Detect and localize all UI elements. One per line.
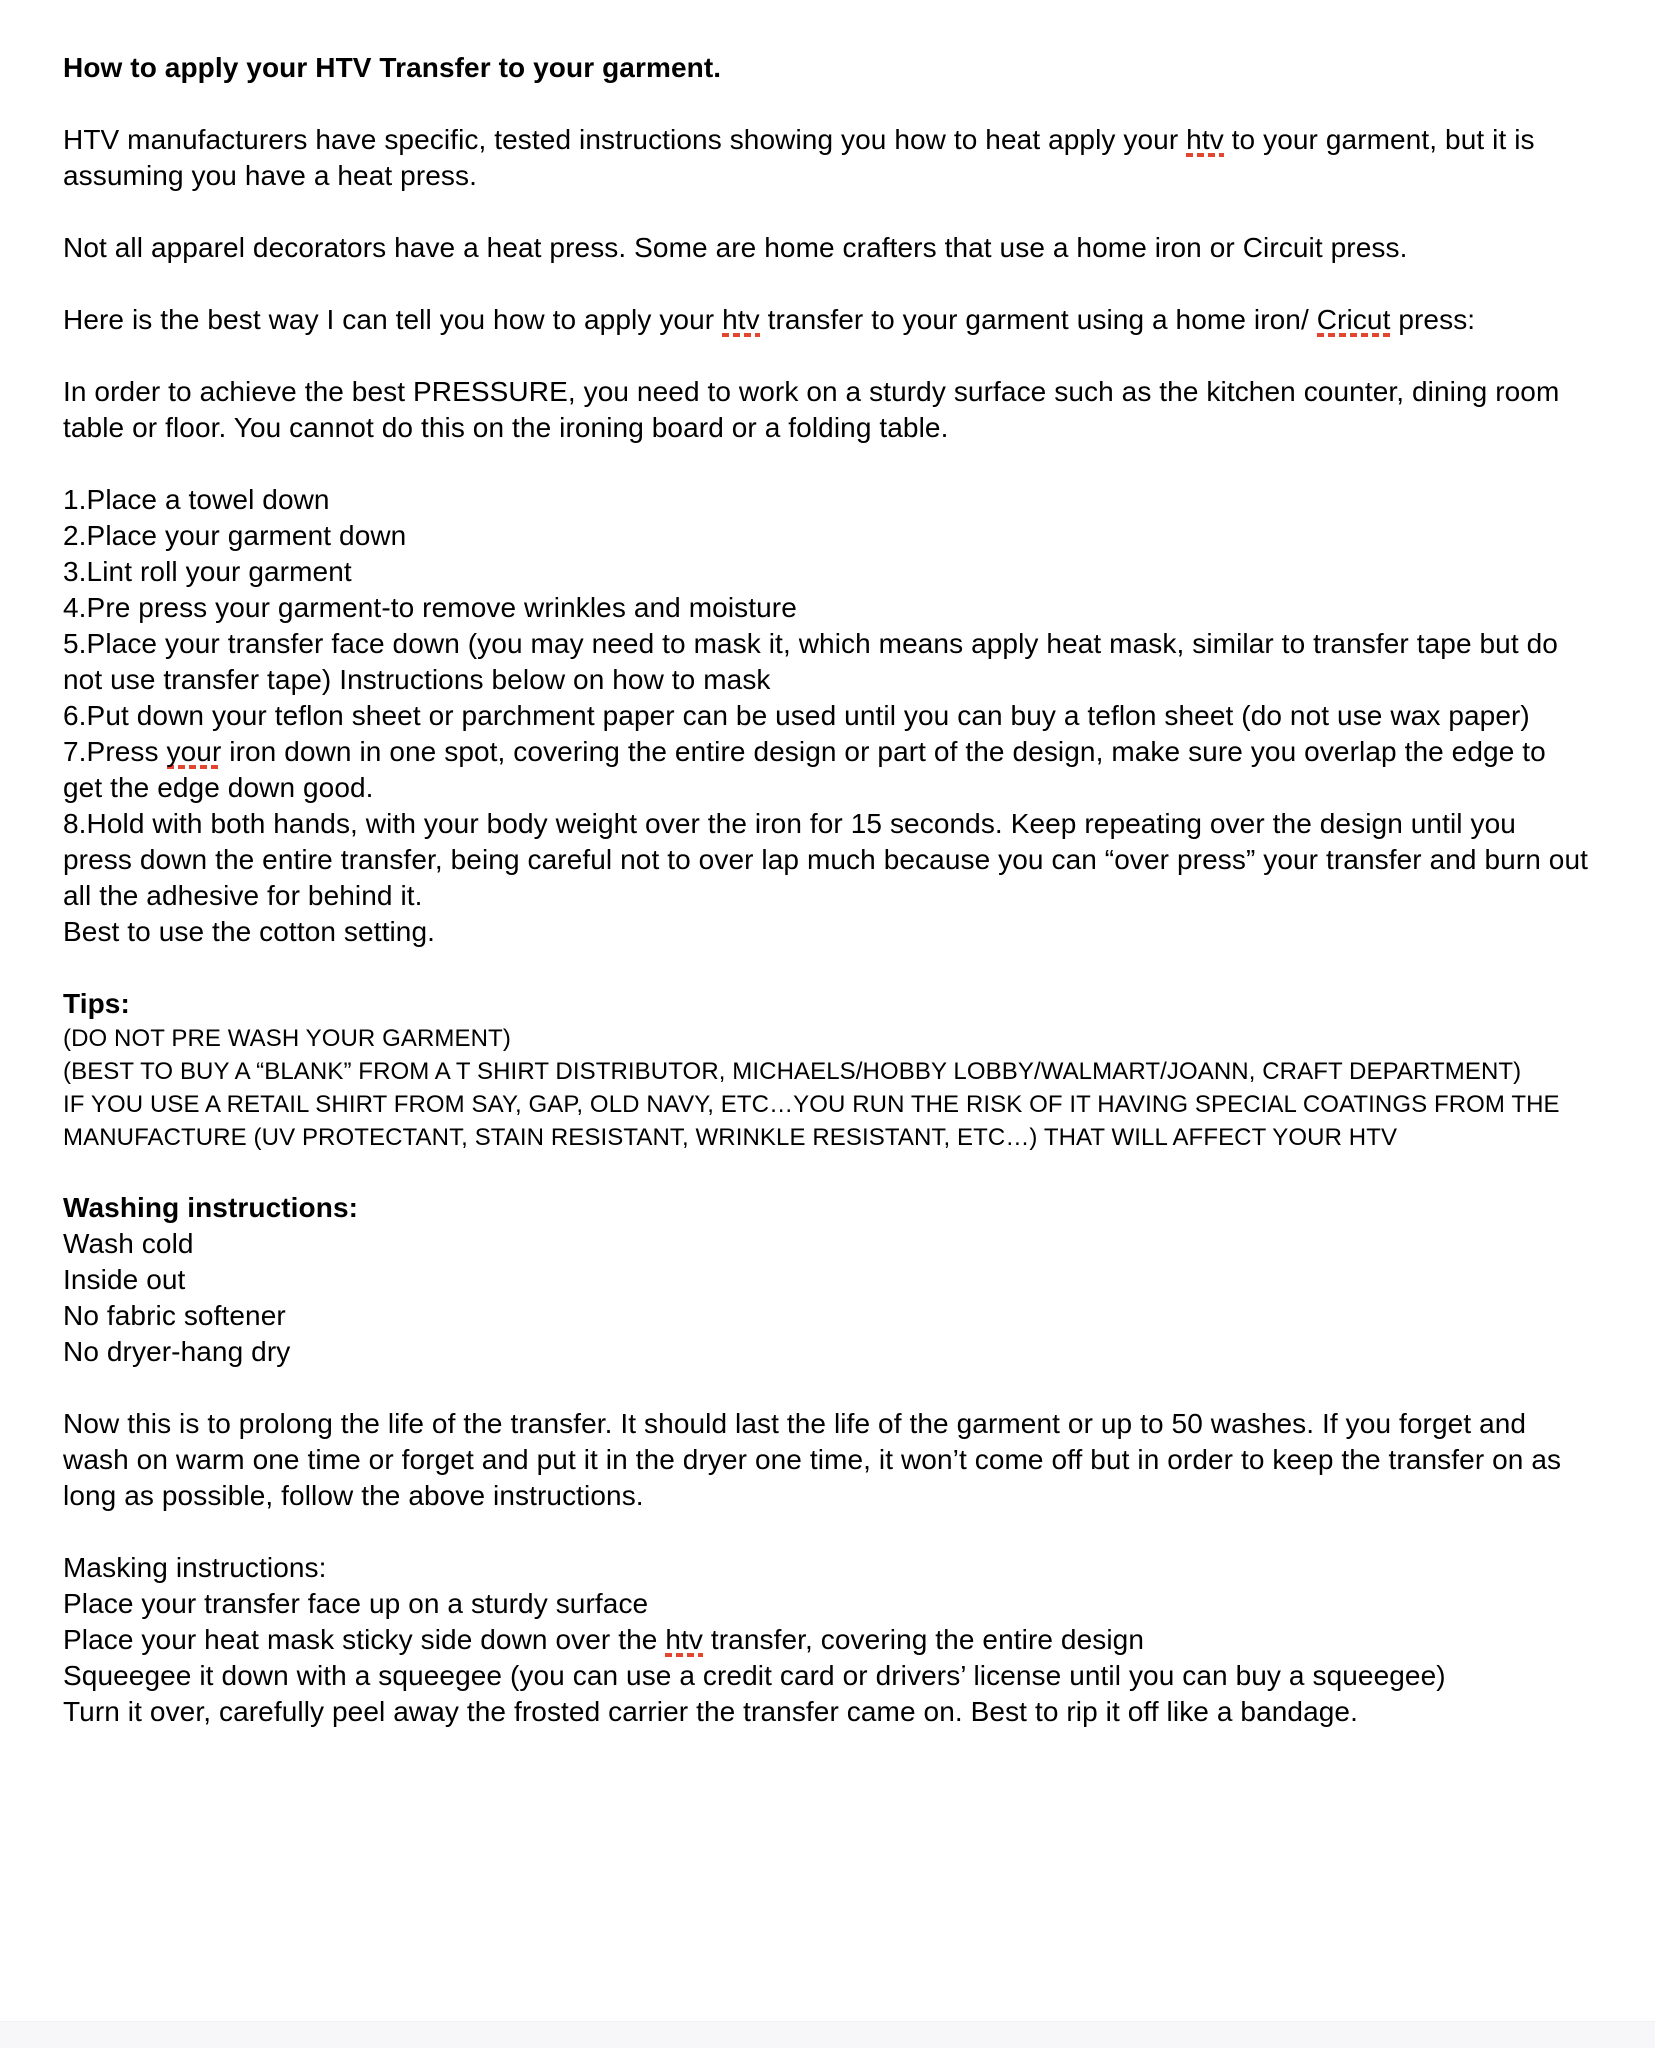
paragraph-not-all-decorators: [63, 230, 1591, 266]
text-segment: press:: [1390, 304, 1476, 335]
step-4: [63, 590, 1591, 626]
tips-section: [63, 986, 1591, 1154]
text-segment: iron down in one spot, covering the entire design or part of the design, make sure you overlap the edge to get the edge down good.: [63, 736, 1546, 803]
washing-instructions-section: [63, 1190, 1591, 1370]
document-title: How to apply your HTV Transfer to your garment.: [63, 52, 722, 83]
text-segment: Squeegee it down with a squeegee (you can use a credit card or drivers’ license until you can buy a squeegee): [63, 1660, 1446, 1691]
washing-inside-out: [63, 1262, 1591, 1298]
text-segment: 5.Place your transfer face down (you may need to mask it, which means apply heat mask, similar to transfer tape but do not use transfer tape) Instructions below on how to mask: [63, 628, 1558, 695]
text-segment: Best to use the cotton setting.: [63, 916, 435, 947]
misspelled-word: htv: [1186, 124, 1224, 155]
paragraph-pressure: [63, 374, 1591, 446]
step-1: [63, 482, 1591, 518]
step-6: [63, 698, 1591, 734]
text-segment: (BEST TO BUY A “BLANK” FROM A T SHIRT DISTRIBUTOR, MICHAELS/HOBBY LOBBY/WALMART/JOANN, CRAFT DEPARTMENT): [63, 1058, 1522, 1085]
misspelled-word: Cricut: [1316, 304, 1391, 335]
text-segment: In order to achieve the best PRESSURE, you need to work on a sturdy surface such as the kitchen counter, dining room table or floor. You cannot do this on the ironing board or a folding table.: [63, 376, 1560, 443]
text-segment: Turn it over, carefully peel away the frosted carrier the transfer came on. Best to rip it off like a bandage.: [63, 1696, 1358, 1727]
washing-no-dryer: [63, 1334, 1591, 1370]
text-segment: transfer, covering the entire design: [702, 1624, 1145, 1655]
text-segment: No fabric softener: [63, 1300, 286, 1331]
text-segment: 2.Place your garment down: [63, 520, 407, 551]
text-segment: 8.Hold with both hands, with your body weight over the iron for 15 seconds. Keep repeating over the design until you press down the entire transfer, being careful not to over lap much because you can “over press” your transfer and burn out all the adhesive for behind it.: [63, 808, 1589, 911]
masking-squeegee: [63, 1658, 1591, 1694]
window-bottom-edge: [0, 2021, 1655, 2048]
misspelled-word: htv: [722, 304, 760, 335]
step-3: [63, 554, 1591, 590]
step-8: [63, 806, 1591, 914]
text-segment: 7.Press: [63, 736, 167, 767]
misspelled-word: your: [166, 736, 222, 767]
washing-no-softener: [63, 1298, 1591, 1334]
text-segment: Now this is to prolong the life of the transfer. It should last the life of the garment or up to 50 washes. If you forget and wash on warm one time or forget and put it in the dryer one time, it won’t come off but in order to keep the transfer on as long as possible, follow the above instructions.: [63, 1408, 1562, 1511]
text-segment: IF YOU USE A RETAIL SHIRT FROM SAY, GAP, OLD NAVY, ETC…YOU RUN THE RISK OF IT HAVING SPECIAL COATINGS FROM THE MANUFACTURE (UV PROTECTANT, STAIN RESISTANT, WRINKLE RESISTANT, ETC…) THAT WILL AFFECT YOUR HTV: [63, 1091, 1560, 1151]
text-segment: Inside out: [63, 1264, 186, 1295]
text-segment: Place your heat mask sticky side down over the: [63, 1624, 666, 1655]
step-5: [63, 626, 1591, 698]
text-segment: HTV manufacturers have specific, tested instructions showing you how to heat apply your: [63, 124, 1187, 155]
washing-heading: Washing instructions:: [63, 1192, 359, 1223]
text-segment: transfer to your garment using a home iron/: [759, 304, 1317, 335]
tips-heading: Tips:: [63, 988, 130, 1019]
text-segment: Place your transfer face up on a sturdy surface: [63, 1588, 649, 1619]
text-segment: Here is the best way I can tell you how to apply your: [63, 304, 723, 335]
numbered-steps: [63, 482, 1591, 950]
masking-peel-carrier: [63, 1694, 1591, 1730]
tip-no-prewash: [63, 1022, 1591, 1055]
text-segment: Masking instructions:: [63, 1552, 327, 1583]
paragraph-prolong-life: [63, 1406, 1591, 1514]
masking-sticky-side-down: [63, 1622, 1591, 1658]
tip-buy-blank: [63, 1055, 1591, 1088]
text-segment: (DO NOT PRE WASH YOUR GARMENT): [63, 1025, 511, 1052]
text-segment: 4.Pre press your garment-to remove wrinkles and moisture: [63, 592, 797, 623]
paragraph-manufacturers: [63, 122, 1591, 194]
masking-heading: [63, 1550, 1591, 1586]
masking-instructions-section: [63, 1550, 1591, 1730]
washing-wash-cold: [63, 1226, 1591, 1262]
text-segment: to your garment, but it is assuming you have a heat press.: [63, 124, 1535, 191]
text-segment: Wash cold: [63, 1228, 194, 1259]
tip-retail-shirt: [63, 1088, 1591, 1154]
text-segment: No dryer-hang dry: [63, 1336, 291, 1367]
text-segment: 6.Put down your teflon sheet or parchment paper can be used until you can buy a teflon sheet (do not use wax paper): [63, 700, 1530, 731]
step-7: [63, 734, 1591, 806]
text-segment: Not all apparel decorators have a heat press. Some are home crafters that use a home iron or Circuit press.: [63, 232, 1408, 263]
step-cotton-setting: [63, 914, 1591, 950]
text-segment: 3.Lint roll your garment: [63, 556, 352, 587]
misspelled-word: htv: [665, 1624, 703, 1655]
step-2: [63, 518, 1591, 554]
masking-face-up: [63, 1586, 1591, 1622]
text-segment: 1.Place a towel down: [63, 484, 330, 515]
paragraph-best-way: [63, 302, 1591, 338]
